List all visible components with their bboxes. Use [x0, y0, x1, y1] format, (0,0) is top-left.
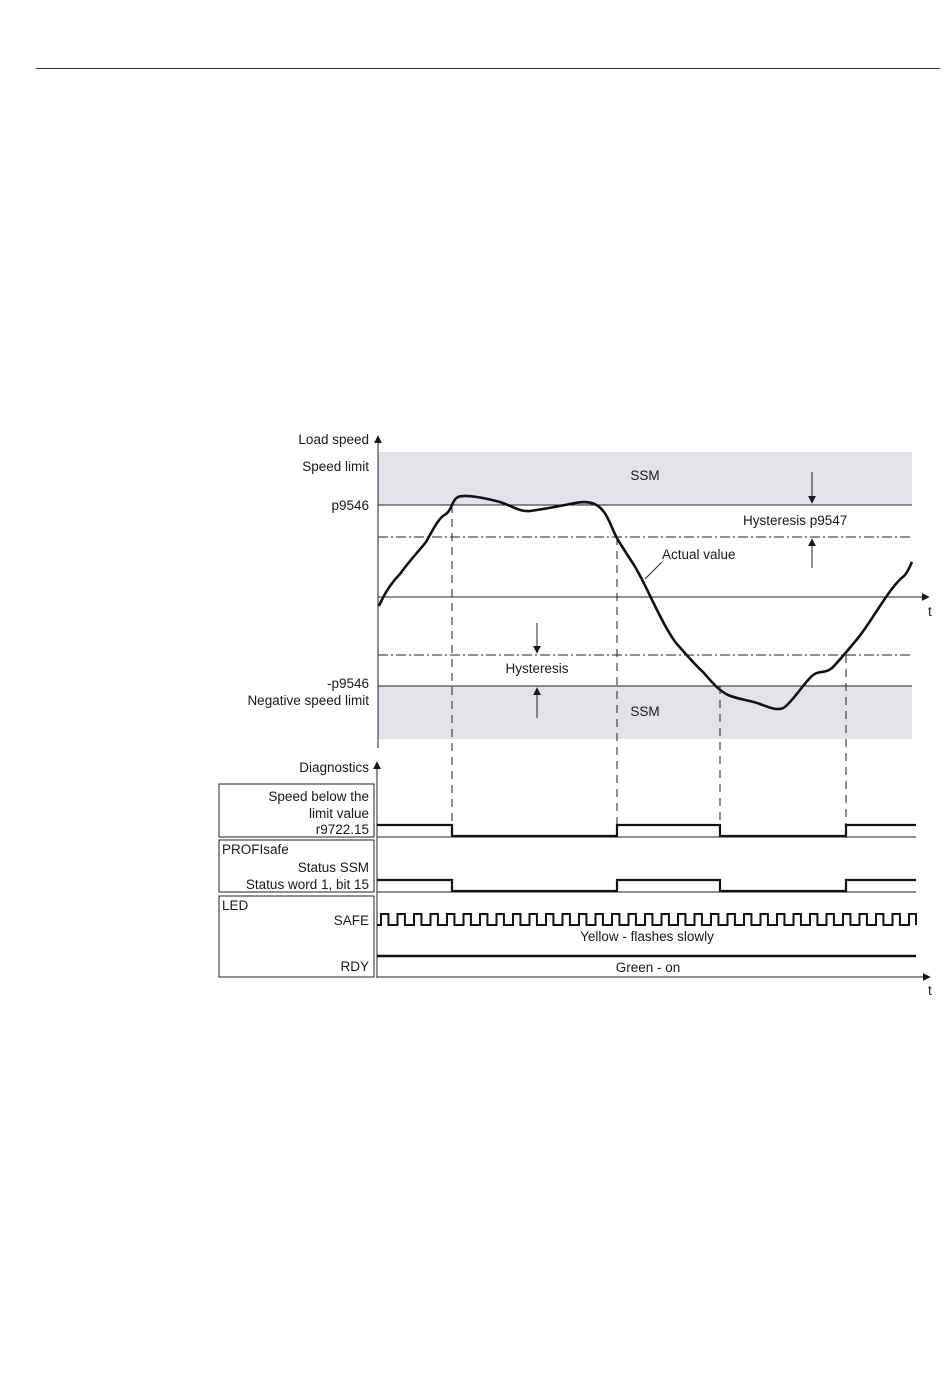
rdy-state-label: Green - on — [615, 960, 681, 975]
safe-state-label: Yellow - flashes slowly — [580, 929, 714, 944]
diagnostics-label: Diagnostics — [299, 760, 369, 775]
hysteresis-label-lower: Hysteresis — [505, 661, 569, 676]
actual-value-leader — [645, 562, 662, 579]
speed-below-line-1: Speed below the — [268, 789, 369, 804]
neg-limit-param: -p9546 — [326, 676, 369, 691]
profisafe-line-2: Status word 1, bit 15 — [245, 877, 369, 892]
pos-limit-param: p9546 — [331, 498, 369, 513]
load-speed-label: Load speed — [298, 432, 369, 447]
safe-led-trace — [377, 914, 916, 925]
row-separators — [377, 837, 916, 892]
led-title: LED — [222, 898, 249, 913]
safe-label: SAFE — [333, 913, 369, 928]
rdy-label: RDY — [340, 959, 369, 974]
signal-speed-below-trace — [377, 825, 916, 836]
profisafe-title: PROFIsafe — [222, 842, 289, 857]
signal-status-ssm-trace — [377, 880, 916, 891]
speed-limit-label: Speed limit — [302, 459, 369, 474]
hysteresis-p9547-label: Hysteresis p9547 — [743, 513, 848, 528]
speed-below-line-2: limit value — [308, 806, 369, 821]
lower-time-label: t — [928, 983, 932, 998]
speed-below-line-3: r9722.15 — [315, 822, 369, 837]
upper-time-label: t — [928, 604, 932, 619]
profisafe-line-1: Status SSM — [297, 860, 369, 875]
ssm-label-lower: SSM — [630, 704, 660, 719]
neg-speed-limit-label: Negative speed limit — [247, 693, 369, 708]
ssm-label-upper: SSM — [630, 468, 660, 483]
actual-value-label: Actual value — [662, 547, 736, 562]
